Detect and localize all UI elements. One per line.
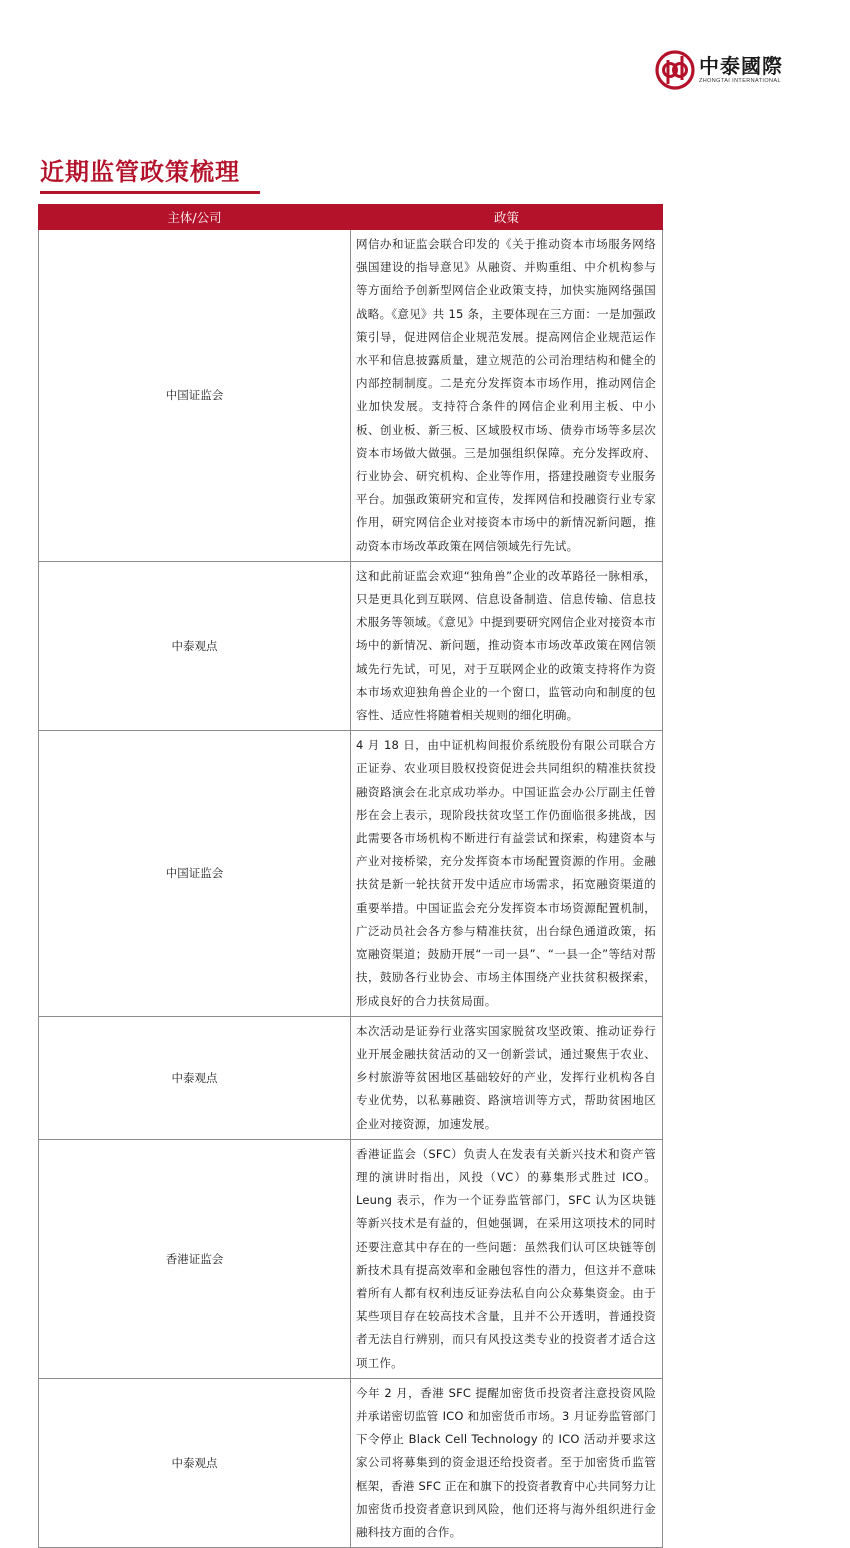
policy-text-cell: 今年 2 月，香港 SFC 提醒加密货币投资者注意投资风险并承诺密切监管 ICO 和加密货币市场。3 月证券监管部门下令停止 Black Cell Technology 的 ICO 活动并要求这家公司将募集到的资金退还给投资者。至于加密货币监管框架，香港 SFC 正在和旗下的投资者教育中心共同努力让加密货币投资者意识到风险，他们还将与海外组织进行金融科技方面的合作。 <box>351 1378 663 1547</box>
table-row <box>39 1016 663 1139</box>
policy-text-cell: 网信办和证监会联合印发的《关于推动资本市场服务网络强国建设的指导意见》从融资、并购重组、中介机构参与等方面给予创新型网信企业政策支持，加快实施网络强国战略。《意见》共 15 条，主要体现在三方面：一是加强政策引导，促进网信企业规范发展。提高网信企业规范运作水平和信息披露质量，建立规范的公司治理结构和健全的内部控制制度。二是充分发挥资本市场作用，推动网信企业加快发展。支持符合条件的网信企业利用主板、中小板、创业板、新三板、区域股权市场、债券市场等多层次资本市场做大做强。三是加强组织保障。充分发挥政府、行业协会、研究机构、企业等作用，搭建投融资专业服务平台。加强政策研究和宣传，发挥网信和投融资行业专家作用，研究网信企业对接资本市场中的新情况新问题，推动资本市场改革政策在网信领域先行先试。 <box>351 230 663 562</box>
table-row <box>39 1139 663 1378</box>
entity-cell: 中泰观点 <box>39 1378 351 1547</box>
entity-cell: 中国证监会 <box>39 731 351 1016</box>
table-row <box>39 1378 663 1547</box>
table-row <box>39 561 663 730</box>
policy-text-cell: 香港证监会（SFC）负责人在发表有关新兴技术和资产管理的演讲时指出，风投（VC）的募集形式胜过 ICO。Leung 表示，作为一个证券监管部门，SFC 认为区块链等新兴技术是有益的，但她强调，在采用这项技术的同时还要注意其中存在的一些问题：虽然我们认可区块链等创新技术具有提高效率和金融包容性的潜力，但这并不意味着所有人都有权利违反证券法私自向公众募集资金。由于某些项目存在较高技术含量，且并不公开透明，普通投资者无法自行辨别，而只有风投这类专业的投资者才适合这项工作。 <box>351 1139 663 1378</box>
column-header-policy: 政策 <box>351 205 663 230</box>
policy-text-cell: 4 月 18 日，由中证机构间报价系统股份有限公司联合方正证券、农业项目股权投资促进会共同组织的精准扶贫投融资路演会在北京成功举办。中国证监会办公厅副主任曾彤在会上表示，现阶段扶贫攻坚工作仍面临很多挑战，因此需要各市场机构不断进行有益尝试和探索，构建资本与产业对接桥梁，充分发挥资本市场配置资源的作用。金融扶贫是新一轮扶贫开发中适应市场需求，拓宽融资渠道的重要举措。中国证监会充分发挥资本市场资源配置机制，广泛动员社会各方参与精准扶贫，出台绿色通道政策，拓宽融资渠道；鼓励开展“一司一县”、“一县一企”等结对帮扶，鼓励各行业协会、市场主体围绕产业扶贫积极探索，形成良好的合力扶贫局面。 <box>351 731 663 1016</box>
entity-cell: 香港证监会 <box>39 1139 351 1378</box>
policy-text-cell: 这和此前证监会欢迎“独角兽”企业的改革路径一脉相承，只是更具化到互联网、信息设备制造、信息传输、信息技术服务等领域。《意见》中提到要研究网信企业对接资本市场中的新情况、新问题，推动资本市场改革政策在网信领域先行先试，可见，对于互联网企业的政策支持将作为资本市场欢迎独角兽企业的一个窗口，监管动向和制度的包容性、适应性将随着相关规则的细化明确。 <box>351 561 663 730</box>
column-header-entity: 主体/公司 <box>39 205 351 230</box>
entity-cell: 中国证监会 <box>39 230 351 562</box>
logo-english-name: ZHONGTAI INTERNATIONAL <box>699 77 781 84</box>
entity-cell: 中泰观点 <box>39 1016 351 1139</box>
table-row <box>39 230 663 562</box>
policy-text-cell: 本次活动是证券行业落实国家脱贫攻坚政策、推动证券行业开展金融扶贫活动的又一创新尝试，通过聚焦于农业、乡村旅游等贫困地区基础较好的产业，发挥行业机构各自专业优势，以私募融资、路演培训等方式，帮助贫困地区企业对接资源，加速发展。 <box>351 1016 663 1139</box>
zhongtai-logo-icon <box>655 50 695 90</box>
policy-table <box>38 204 663 1548</box>
company-logo <box>655 50 783 90</box>
entity-cell: 中泰观点 <box>39 561 351 730</box>
table-header-row <box>39 205 663 230</box>
logo-chinese-name: 中泰國際 <box>699 53 783 78</box>
table-row <box>39 731 663 1016</box>
page-title: 近期监管政策梳理 <box>40 152 260 194</box>
